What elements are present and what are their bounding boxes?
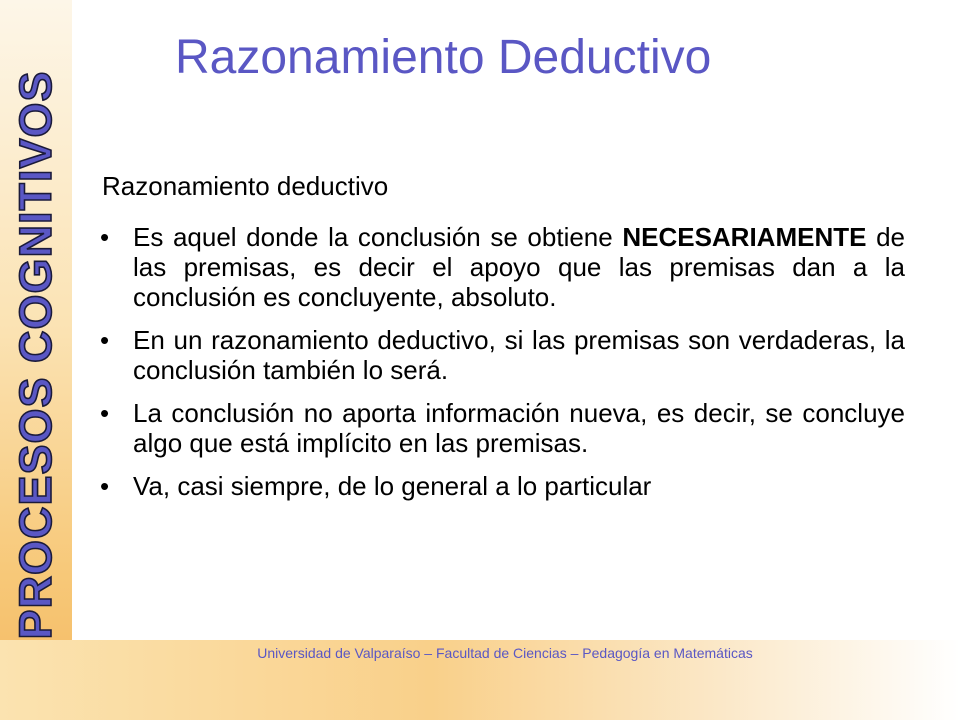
bullet-item	[100, 222, 905, 312]
bullet-marker: •	[100, 471, 110, 501]
bullet-text: En un razonamiento deductivo, si las premisas son verdaderas, la conclusión también lo será.	[133, 325, 905, 385]
vertical-side-title: PROCESOS COGNITIVOS	[10, 70, 61, 640]
bullet-marker: •	[100, 398, 110, 428]
bullet-text: La conclusión no aporta información nueva, es decir, se concluye algo que está implícito en las premisas.	[133, 398, 905, 458]
bullet-text-end: de las premisas, es decir el apoyo que las premisas dan a la conclusión es concluyente, absoluto.	[133, 222, 905, 312]
bullet-text-start: Es aquel donde la conclusión se obtiene	[133, 222, 623, 252]
bullet-item	[100, 398, 905, 458]
slide-title: Razonamiento Deductivo	[175, 31, 712, 84]
emphasis-text: NECESARIAMENTE	[622, 222, 867, 252]
bullet-item	[100, 325, 905, 385]
footer-institution: Universidad de Valparaíso – Facultad de Ciencias – Pedagogía en Matemáticas	[257, 645, 753, 661]
bullet-marker: •	[100, 325, 110, 355]
bullet-item	[100, 471, 905, 501]
bullet-marker: •	[100, 222, 110, 252]
subheading: Razonamiento deductivo	[102, 171, 389, 201]
bullet-text: Va, casi siempre, de lo general a lo particular	[133, 471, 652, 501]
bullet-list	[100, 222, 905, 501]
